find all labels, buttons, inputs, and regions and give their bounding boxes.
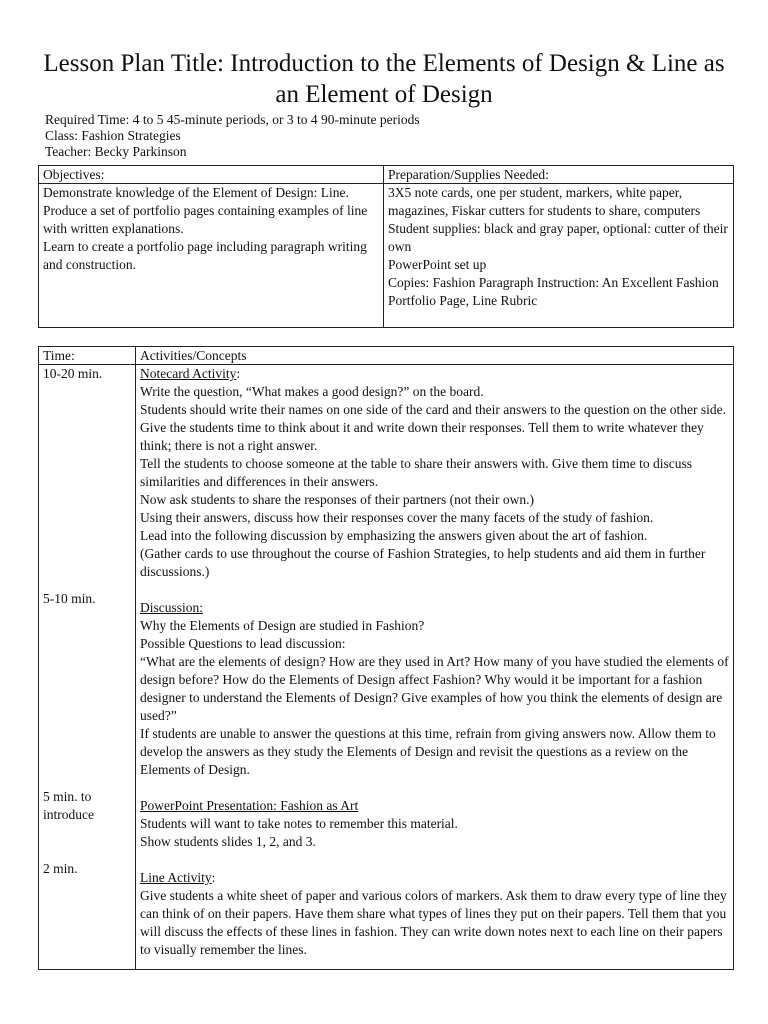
activity-heading: Discussion:	[140, 600, 204, 615]
supply-item: 3X5 note cards, one per student, markers, white paper, magazines, Fiskar cutters for students to share, computers	[388, 185, 701, 218]
activity-line-activity: Line Activity: Give students a white sheet of paper and various colors of markers. Ask them to draw every type of line they can think of on their papers. Have them share what types of lines they put on their papers. Tell them that you will discuss the effects of these lines in fashion. They can write down notes next to each line on their papers to visually remember the lines.	[140, 869, 729, 959]
objectives-table	[38, 165, 734, 328]
objectives-header: Objectives:	[39, 166, 384, 184]
required-time: Required Time: 4 to 5 45-minute periods, or 3 to 4 90-minute periods	[45, 112, 420, 127]
lesson-meta	[45, 112, 420, 160]
objective-item: Demonstrate knowledge of the Element of Design: Line.	[43, 185, 349, 200]
activity-line: Why the Elements of Design are studied in Fashion?	[140, 618, 425, 633]
time-value: 5 min. to introduce	[43, 789, 94, 822]
activity-line: Lead into the following discussion by emphasizing the answers given about the art of fashion.	[140, 528, 648, 543]
supply-item: PowerPoint set up	[388, 257, 487, 272]
time-value: 2 min.	[43, 861, 78, 876]
activity-line: Possible Questions to lead discussion:	[140, 636, 346, 651]
objectives-cell	[39, 184, 384, 328]
activity-line: Students should write their names on one side of the card and their answers to the question on the other side. Give the students time to think about it and write down their responses. Tell them to write whatever they think; there is not a right answer.	[140, 402, 726, 453]
activities-table	[38, 346, 734, 970]
time-slot	[43, 590, 131, 788]
time-slot	[43, 788, 113, 860]
objective-item: Produce a set of portfolio pages containing examples of line with written explanations.	[43, 203, 368, 236]
time-slot	[43, 860, 131, 878]
activity-heading: Line Activity	[140, 870, 212, 885]
activity-line: (Gather cards to use throughout the course of Fashion Strategies, to help students and aid them in further discussions.)	[140, 546, 706, 579]
time-slot	[43, 365, 131, 590]
objective-item: Learn to create a portfolio page including paragraph writing and construction.	[43, 239, 367, 272]
activity-line: “What are the elements of design? How are they used in Art? How many of you have studied the elements of design before? How do the Elements of Design affect Fashion? Why would it be important for a fashion designer to understand the Elements of Design? Give examples of how you think the elements of design are used?”	[140, 654, 729, 723]
activity-heading: Notecard Activity	[140, 366, 237, 381]
activity-line: Now ask students to share the responses of their partners (not their own.)	[140, 492, 535, 507]
supplies-cell	[384, 184, 734, 328]
time-column	[39, 365, 136, 970]
lesson-plan-title: Lesson Plan Title: Introduction to the Elements of Design & Line as an Element of Design	[43, 50, 725, 108]
activity-line: Write the question, “What makes a good design?” on the board.	[140, 384, 484, 399]
activity-line: Tell the students to choose someone at the table to share their answers with. Give them time to discuss similarities and differences in their answers.	[140, 456, 693, 489]
activity-line: If students are unable to answer the questions at this time, refrain from giving answers now. Allow them to develop the answers as they study the Elements of Design and revisit the questions as a review on the Elements of Design.	[140, 726, 716, 777]
activity-line: Using their answers, discuss how their responses cover the many facets of the study of fashion.	[140, 510, 654, 525]
time-value: 10-20 min.	[43, 366, 103, 381]
preparation-header: Preparation/Supplies Needed:	[384, 166, 734, 184]
activity-powerpoint	[140, 797, 729, 851]
teacher-name: Teacher: Becky Parkinson	[45, 144, 187, 159]
activities-header: Activities/Concepts	[136, 347, 734, 365]
time-header: Time:	[39, 347, 136, 365]
activity-heading: PowerPoint Presentation: Fashion as Art	[140, 798, 359, 813]
time-value: 5-10 min.	[43, 591, 96, 606]
activity-line: Students will want to take notes to remember this material.	[140, 816, 458, 831]
activity-line: Give students a white sheet of paper and various colors of markers. Ask them to draw every type of line they can think of on their papers. Have them share what types of lines they put on their papers. Tell them that you will discuss the effects of these lines in fashion. They can write down notes next to each line on their papers to visually remember the lines.	[140, 888, 727, 957]
supply-item: Student supplies: black and gray paper, optional: cutter of their own	[388, 221, 728, 254]
activities-column	[136, 365, 734, 970]
supply-item: Copies: Fashion Paragraph Instruction: An Excellent Fashion Portfolio Page, Line Rubric	[388, 275, 719, 308]
class-name: Class: Fashion Strategies	[45, 128, 181, 143]
activity-discussion	[140, 599, 729, 779]
activity-notecard: Notecard Activity: Write the question, “What makes a good design?” on the board. Students should write their names on one side of the card and their answers to the question on the other side. Give the students time to think about it and write down their responses. Tell them to write whatever they think; there is not a right answer. Tell the students to choose someone at the table to share their answers with. Give them time to discuss similarities and differences in their answers. Now ask students to share the responses of their partners (not their own.) Using their answers, discuss how their responses cover the many facets of the study of fashion. Lead into the following discussion by emphasizing the answers given about the art of fashion. (Gather cards to use throughout the course of Fashion Strategies, to help students and aid them in further discussions.)	[140, 365, 729, 581]
activity-line: Show students slides 1, 2, and 3.	[140, 834, 316, 849]
